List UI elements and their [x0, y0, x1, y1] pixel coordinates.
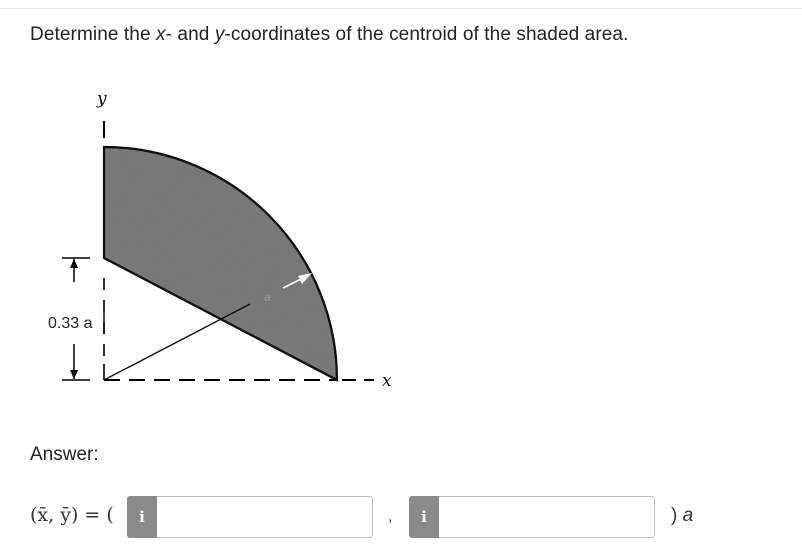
- x-centroid-input[interactable]: [157, 496, 373, 538]
- info-icon: i: [421, 508, 427, 526]
- centroid-coord-label: (x̄, ȳ) = (: [30, 504, 114, 526]
- question-part1: Determine the: [30, 24, 157, 45]
- x-info-button[interactable]: [127, 496, 157, 538]
- question-var-x: x: [156, 24, 166, 45]
- question-var-y: y: [214, 24, 225, 45]
- coord-separator: ,: [388, 508, 393, 525]
- dimension-label: 0.33 a: [48, 315, 93, 332]
- answer-label: Answer:: [30, 444, 99, 465]
- y-centroid-input[interactable]: [439, 496, 655, 538]
- answer-row: [30, 496, 790, 538]
- radius-label: a: [264, 290, 271, 304]
- unit-label: [671, 505, 693, 527]
- dim-bottom-arrowhead: [70, 370, 78, 379]
- shaded-region: [104, 147, 337, 380]
- top-divider: [0, 8, 802, 9]
- question-text: [30, 24, 628, 46]
- x-axis-label: x: [382, 371, 392, 391]
- radius-line: [104, 304, 250, 380]
- info-icon: i: [139, 508, 145, 526]
- centroid-figure: [0, 80, 420, 400]
- y-axis-label: y: [97, 89, 107, 109]
- close-paren: ): [671, 505, 678, 526]
- question-part2: - and: [165, 24, 215, 45]
- unit-a: a: [682, 505, 694, 526]
- y-info-button[interactable]: [409, 496, 439, 538]
- dim-top-arrowhead: [70, 259, 78, 268]
- question-part3: -coordinates of the centroid of the shaded area.: [224, 24, 629, 45]
